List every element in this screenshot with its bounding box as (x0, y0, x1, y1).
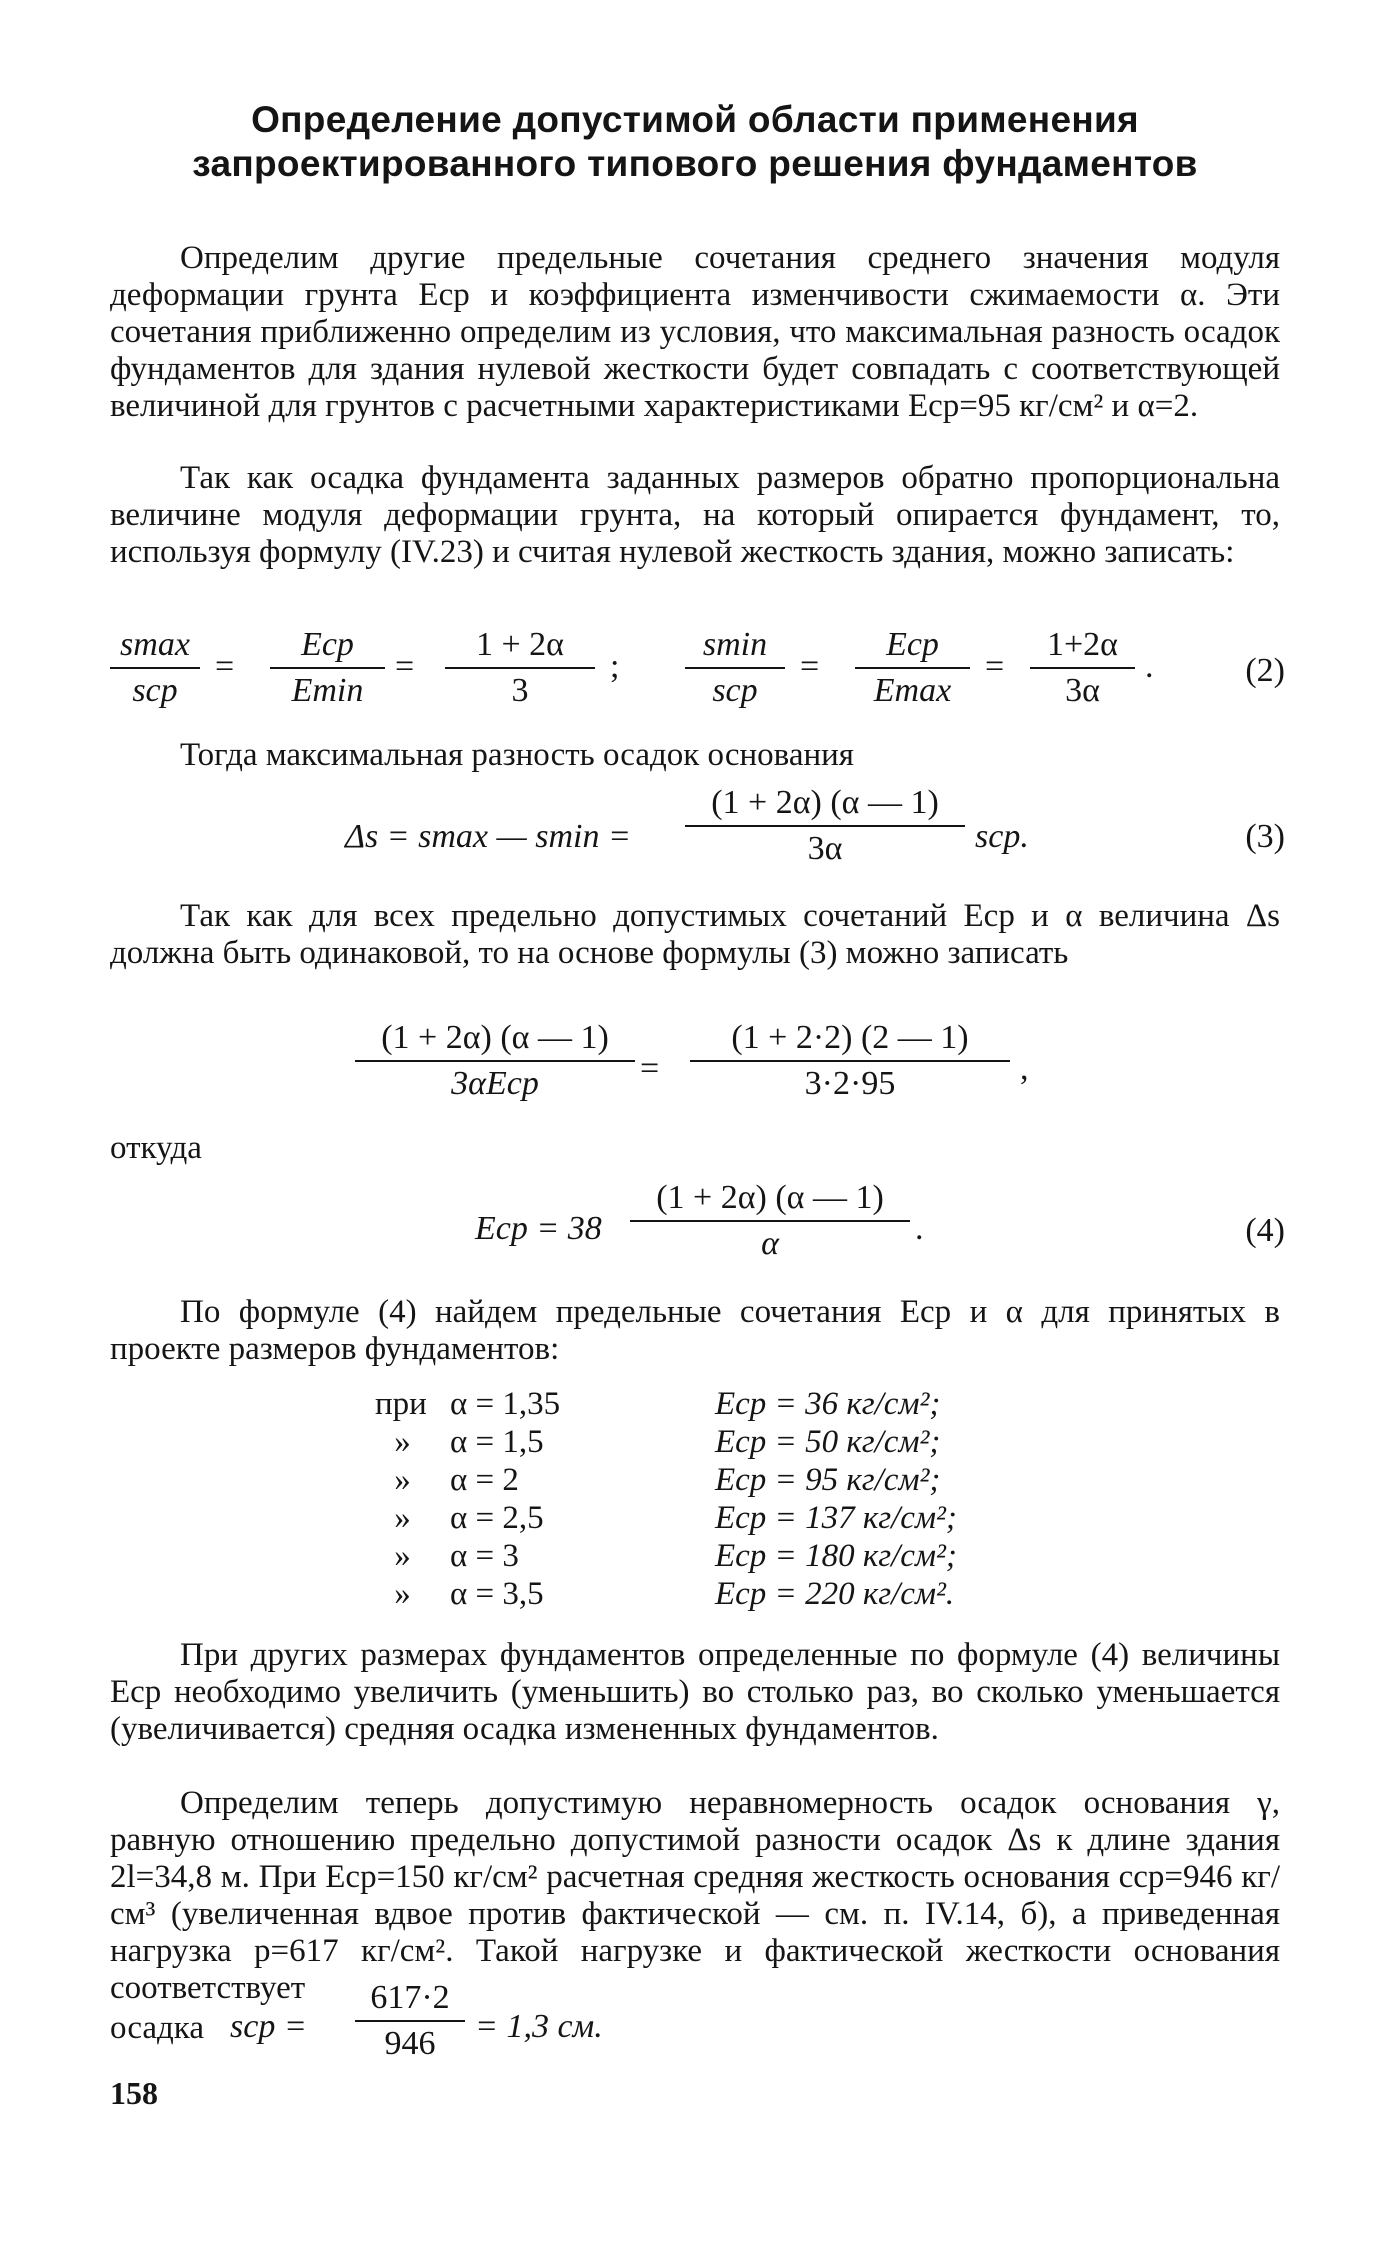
eq4-lhs: Eср = 38 (475, 1210, 602, 1247)
equation-number: (4) (1245, 1212, 1285, 1249)
equals-sign: = (800, 648, 820, 685)
frac-ecp-emin: Eср Emin (270, 625, 385, 711)
eq5-lhs: sср = (230, 2008, 307, 2045)
period: . (915, 1210, 924, 1247)
otkuda-text: откуда (110, 1130, 202, 1166)
equation-number: (2) (1245, 652, 1285, 689)
eq4-fraction: (1 + 2α) (α — 1) α (630, 1178, 910, 1264)
eq5-label: осадка (110, 2010, 204, 2046)
eq-right-fraction: (1 + 2·2) (2 — 1) 3·2·95 (690, 1018, 1010, 1104)
title-line-1: Определение допустимой области применения (251, 99, 1139, 140)
equals-sign: = (640, 1050, 660, 1087)
section-title (110, 98, 1280, 186)
eq-left-fraction: (1 + 2α) (α — 1) 3αEср (355, 1018, 635, 1104)
frac-smax-scp: smax sср (110, 625, 200, 711)
frac-smin-scp: smin sср (685, 625, 785, 711)
comma: , (1020, 1050, 1029, 1087)
paragraph-2: Так как осадка фундамента заданных размеров обратно пропорциональна величине модуля деформации грунта, на который опирается фундамент, то, используя формулу (IV.23) и считая нулевой жесткость здания, можно записать: (110, 460, 1280, 570)
paragraph-1: Определим другие предельные сочетания среднего значения модуля деформации грунта Eср и коэффициента изменчивости сжимаемости α. Эти сочетания приближенно определим из условия, что максимальная разность осадок фундаментов для здания нулевой жесткости будет совпадать с соответствующей величиной для грунтов с расчетными характеристиками Eср=95 кг/см² и α=2. (110, 240, 1280, 424)
equation-number: (3) (1245, 818, 1285, 855)
paragraph-6: При других размерах фундаментов определенные по формуле (4) величины Eср необходимо увеличить (уменьшить) во столько раз, во сколько уменьшается (увеличивается) средняя осадка измененных фундаментов. (110, 1637, 1280, 1747)
equals-sign: = (395, 648, 415, 685)
paragraph-3: Тогда максимальная разность осадок основания (180, 737, 854, 773)
title-line-2: запроектированного типового решения фундаментов (192, 143, 1198, 184)
book-page: Определение допустимой области применения запроектированного типового решения фундаментов Определим другие предельные сочетания среднего значения модуля деформации грунта Eср и коэффициента изменчивости сжимаемости α. Эти сочетания приближенно определим из условия, что максимальная разность осадок фундаментов для здания нулевой жесткости будет совпадать с соответствующей величиной для грунтов с расчетными характеристиками Eср=95 кг/см² и α=2. Так как осадка фундамента заданных размеров обратно пропорциональна величине модуля деформации грунта, на который опирается фундамент, то, используя формулу (IV.23) и считая нулевой жесткость здания, можно записать: smax sср = Eср Emin = 1 + 2α 3 ; smin sср = Eср Emax = 1+2α 3α . (2) Тогда максимальная разность осадок основания Δs = smax — smin = (1 + 2α) (α — 1) 3α sср. (3) Так как для всех предельно допустимых сочетаний Eср и α величина Δs должна быть одинаковой, то на основе формулы (3) можно записать (1 + 2α) (α — 1) 3αEср = (1 + 2·2) (2 — 1) 3·2·95 , откуда Eср = 38 (1 + 2α) (α — 1) α . (4) По формуле (4) найдем предельные сочетания Eср и α для принятых в проекте размеров фундаментов: при α = 1,35 Eср = 36 кг/см²; » α = 1,5 Eср = 50 кг/см²; » α = 2 Eср = 95 кг/см²; » α = 2,5 Eср = 137 кг/см²; » α = 3 Eср = 180 кг/см²; » α = 3,5 Eср = 220 кг/см². При других размерах фундаментов определенные по формуле (4) величины Eср необходимо увеличить (уменьшить) во столько раз, во сколько уменьшается (увеличивается) средняя осадка измененных фундаментов. Определим теперь допустимую неравномерность осадок основания γ, равную отношению предельно допустимой разности осадок Δs к длине здания 2l=34,8 м. При Eср=150 кг/см² расчетная средняя жесткость основания cср=946 кг/см³ (увеличенная вдвое против фактической — см. п. IV.14, б), а приведенная нагрузка p=617 кг/см². Такой нагрузке и фактической жесткости основания соответствует осадка sср = 617·2 946 = 1,3 см. 158 (110, 99, 1285, 2111)
equals-sign: = (215, 648, 235, 685)
semicolon: ; (610, 648, 620, 685)
period: . (1145, 648, 1154, 685)
paragraph-5: По формуле (4) найдем предельные сочетания Eср и α для принятых в проекте размеров фундаментов: (110, 1294, 1280, 1367)
eq5-fraction: 617·2 946 (355, 1978, 465, 2064)
eq5-rhs: = 1,3 см. (475, 2008, 603, 2045)
eq3-lhs: Δs = smax — smin = (345, 818, 631, 855)
frac-1-2a-3: 1 + 2α 3 (445, 625, 595, 711)
paragraph-7: Определим теперь допустимую неравномерность осадок основания γ, равную отношению предельно допустимой разности осадок Δs к длине здания 2l=34,8 м. При Eср=150 кг/см² расчетная средняя жесткость основания cср=946 кг/см³ (увеличенная вдвое против фактической — см. п. IV.14, б), а приведенная нагрузка p=617 кг/см². Такой нагрузке и фактической жесткости основания соответствует (110, 1785, 1280, 2006)
eq3-fraction: (1 + 2α) (α — 1) 3α (685, 783, 965, 869)
page-number: 158 (110, 2075, 158, 2111)
frac-1-2a-3a: 1+2α 3α (1030, 625, 1135, 711)
paragraph-4: Так как для всех предельно допустимых сочетаний Eср и α величина Δs должна быть одинаковой, то на основе формулы (3) можно записать (110, 898, 1280, 971)
eq3-tail: sср. (975, 818, 1029, 855)
frac-ecp-emax: Eср Emax (855, 625, 970, 711)
equals-sign: = (985, 648, 1005, 685)
